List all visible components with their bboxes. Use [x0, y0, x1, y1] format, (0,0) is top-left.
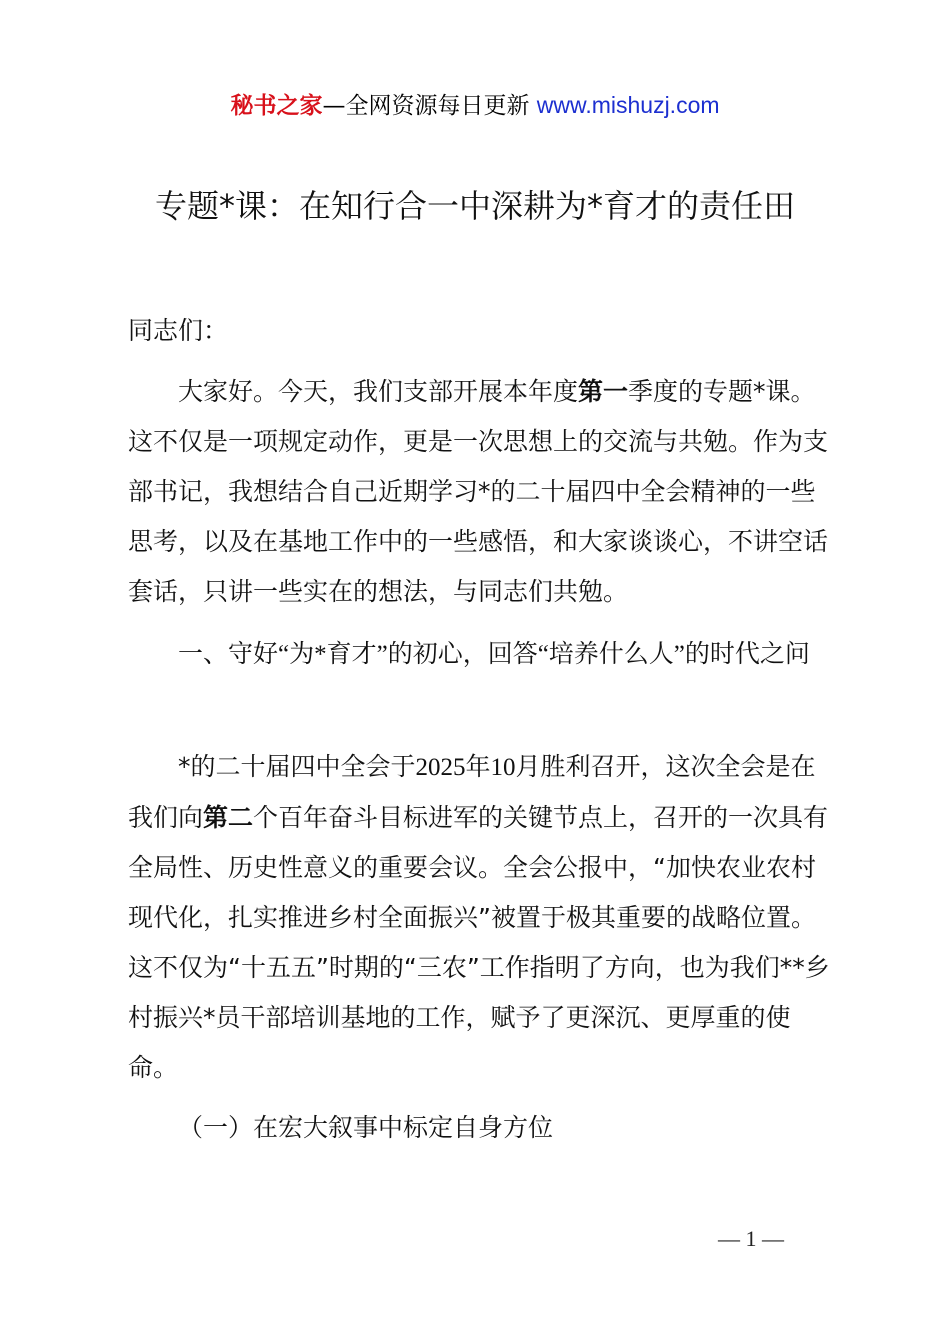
intro-text-start: 大家好。今天，我们支部开展本年度 — [178, 377, 579, 406]
site-url-link[interactable]: www.mishuzj.com — [536, 92, 720, 118]
plenum-year: 2025 — [415, 754, 466, 781]
plenum-bold-text: 第二 — [203, 803, 254, 832]
plenum-text-1: *的二十届四中全会于 — [178, 752, 416, 781]
section-heading-1 — [128, 630, 834, 680]
header-slogan: —全网资源每日更新 — [322, 93, 537, 119]
paragraph-intro — [128, 367, 834, 617]
paragraph-plenum — [128, 742, 834, 1093]
document-title: 专题*课：在知行合一中深耕为*育才的责任田 — [154, 187, 795, 225]
site-header — [0, 88, 950, 123]
section-heading-1-text: 一、守好“为*育才”的初心，回答“培养什么人”的时代之问 — [178, 641, 810, 668]
plenum-text-3: 月胜利召开，这次全会是在我们向 — [128, 752, 816, 832]
plenum-month: 10 — [490, 754, 516, 781]
page-number: — 1 — — [718, 1226, 784, 1251]
plenum-text-4: 个百年奋斗目标进军的关键节点上，召开的一次具有全局性、历史性意义的重要会议。全会公报中，“加快农业农村现代化，扎实推进乡村全面振兴”被置于极其重要的战略位置。这不仅为“十五五”时期的“三农”工作指明了方向，也为我们**乡村振兴*员干部培训基地的工作，赋予了更深沉、更厚重的使命。 — [128, 803, 830, 1082]
subheading-1: （一）在宏大叙事中标定自身方位 — [178, 1113, 554, 1142]
brand-name: 秘书之家 — [230, 93, 323, 119]
intro-bold-text: 第一 — [578, 377, 629, 406]
plenum-text-2: 年 — [465, 752, 491, 781]
salutation: 同志们： — [128, 316, 229, 345]
intro-text-rest: 季度的专题*课。这不仅是一项规定动作，更是一次思想上的交流与共勉。作为支部书记，我想结合自己近期学习*的二十届四中全会精神的一些思考，以及在基地工作中的一些感悟，和大家谈谈心，不讲空话套话，只讲一些实在的想法，与同志们共勉。 — [128, 377, 829, 606]
